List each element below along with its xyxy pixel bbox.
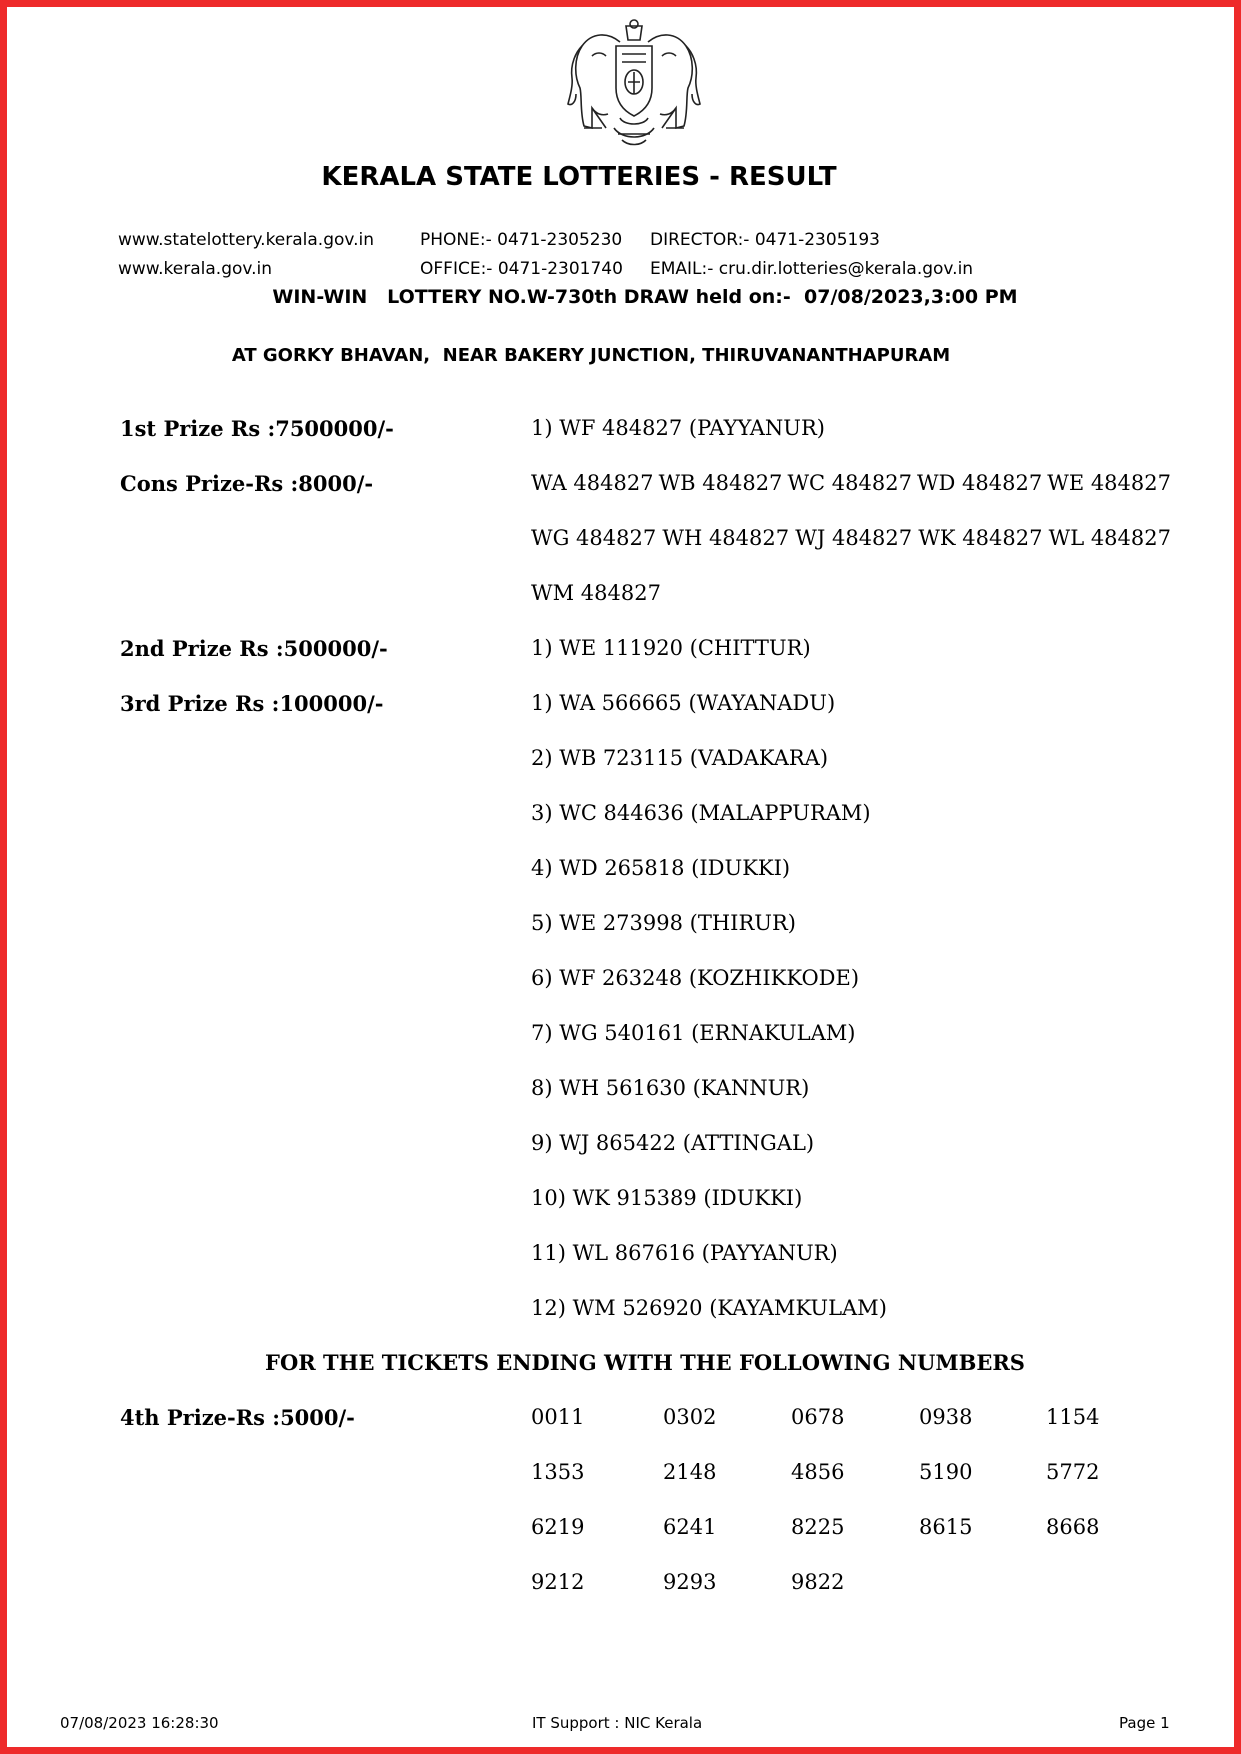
fourth-prize-number: 5190 (919, 1460, 973, 1484)
consolation-number: WB 484827 (658, 471, 783, 495)
third-prize-winner: 12) WM 526920 (KAYAMKULAM) (531, 1296, 887, 1320)
fourth-prize-number: 6219 (531, 1515, 585, 1539)
website-link-kerala[interactable]: www.kerala.gov.in (118, 259, 273, 279)
consolation-number: WE 484827 (1047, 471, 1171, 495)
footer-timestamp: 07/08/2023 16:28:30 (60, 1714, 219, 1732)
page-title: KERALA STATE LOTTERIES - RESULT (321, 162, 837, 192)
office-number: OFFICE:- 0471-2301740 (420, 259, 623, 279)
fourth-prize-number: 8668 (1046, 1515, 1100, 1539)
third-prize-winner: 1) WA 566665 (WAYANADU) (531, 691, 836, 715)
first-prize-label: 1st Prize Rs :7500000/- (120, 416, 394, 441)
third-prize-winner: 10) WK 915389 (IDUKKI) (531, 1186, 803, 1210)
consolation-number: WH 484827 (662, 526, 790, 550)
third-prize-winner: 3) WC 844636 (MALAPPURAM) (531, 801, 871, 825)
consolation-number: WC 484827 (787, 471, 912, 495)
fourth-prize-number: 9212 (531, 1570, 585, 1594)
fourth-prize-number: 0678 (791, 1405, 845, 1429)
consolation-row-2 (531, 526, 1171, 550)
fourth-prize-number: 4856 (791, 1460, 845, 1484)
fourth-prize-number: 6241 (663, 1515, 717, 1539)
second-prize-winner: 1) WE 111920 (CHITTUR) (531, 636, 811, 660)
consolation-number: WD 484827 (916, 471, 1043, 495)
footer-it-support: IT Support : NIC Kerala (532, 1714, 703, 1732)
third-prize-winner: 5) WE 273998 (THIRUR) (531, 911, 796, 935)
fourth-prize-number: 8615 (919, 1515, 973, 1539)
consolation-number: WM 484827 (531, 581, 661, 605)
fourth-prize-number: 9822 (791, 1570, 845, 1594)
footer-page-number: Page 1 (1119, 1714, 1170, 1732)
director-number: DIRECTOR:- 0471-2305193 (650, 230, 880, 250)
ending-numbers-heading: FOR THE TICKETS ENDING WITH THE FOLLOWING NUMBERS (265, 1350, 1025, 1375)
third-prize-winner: 2) WB 723115 (VADAKARA) (531, 746, 829, 770)
third-prize-winner: 9) WJ 865422 (ATTINGAL) (531, 1131, 815, 1155)
first-prize-winner: 1) WF 484827 (PAYYANUR) (531, 416, 825, 440)
second-prize-label: 2nd Prize Rs :500000/- (120, 636, 388, 661)
draw-venue: AT GORKY BHAVAN, NEAR BAKERY JUNCTION, THIRUVANANTHAPURAM (231, 345, 951, 366)
fourth-prize-number: 0302 (663, 1405, 717, 1429)
phone-number: PHONE:- 0471-2305230 (420, 230, 623, 250)
consolation-number: WA 484827 (531, 471, 654, 495)
consolation-prize-label: Cons Prize-Rs :8000/- (120, 471, 374, 496)
email-address[interactable]: EMAIL:- cru.dir.lotteries@kerala.gov.in (650, 259, 974, 279)
third-prize-winner: 7) WG 540161 (ERNAKULAM) (531, 1021, 856, 1045)
fourth-prize-number: 5772 (1046, 1460, 1100, 1484)
third-prize-winner: 6) WF 263248 (KOZHIKKODE) (531, 966, 860, 990)
consolation-number: WL 484827 (1048, 526, 1171, 550)
fourth-prize-number: 9293 (663, 1570, 717, 1594)
third-prize-label: 3rd Prize Rs :100000/- (120, 691, 384, 716)
fourth-prize-number: 2148 (663, 1460, 717, 1484)
third-prize-winner: 4) WD 265818 (IDUKKI) (531, 856, 791, 880)
consolation-number: WJ 484827 (795, 526, 913, 550)
fourth-prize-number: 1154 (1046, 1405, 1100, 1429)
fourth-prize-number: 8225 (791, 1515, 845, 1539)
draw-details: WIN-WIN LOTTERY NO.W-730th DRAW held on:- 07/08/2023,3:00 PM (272, 286, 1018, 308)
consolation-number: WK 484827 (918, 526, 1043, 550)
website-link-statelottery[interactable]: www.statelottery.kerala.gov.in (118, 230, 375, 250)
consolation-number: WG 484827 (531, 526, 657, 550)
fourth-prize-number: 0938 (919, 1405, 973, 1429)
third-prize-winner: 11) WL 867616 (PAYYANUR) (531, 1241, 838, 1265)
fourth-prize-number: 1353 (531, 1460, 585, 1484)
third-prize-winner: 8) WH 561630 (KANNUR) (531, 1076, 810, 1100)
kerala-state-emblem-icon (562, 16, 706, 152)
fourth-prize-number: 0011 (531, 1405, 585, 1429)
consolation-row-1 (531, 471, 1171, 495)
fourth-prize-label: 4th Prize-Rs :5000/- (120, 1405, 355, 1430)
